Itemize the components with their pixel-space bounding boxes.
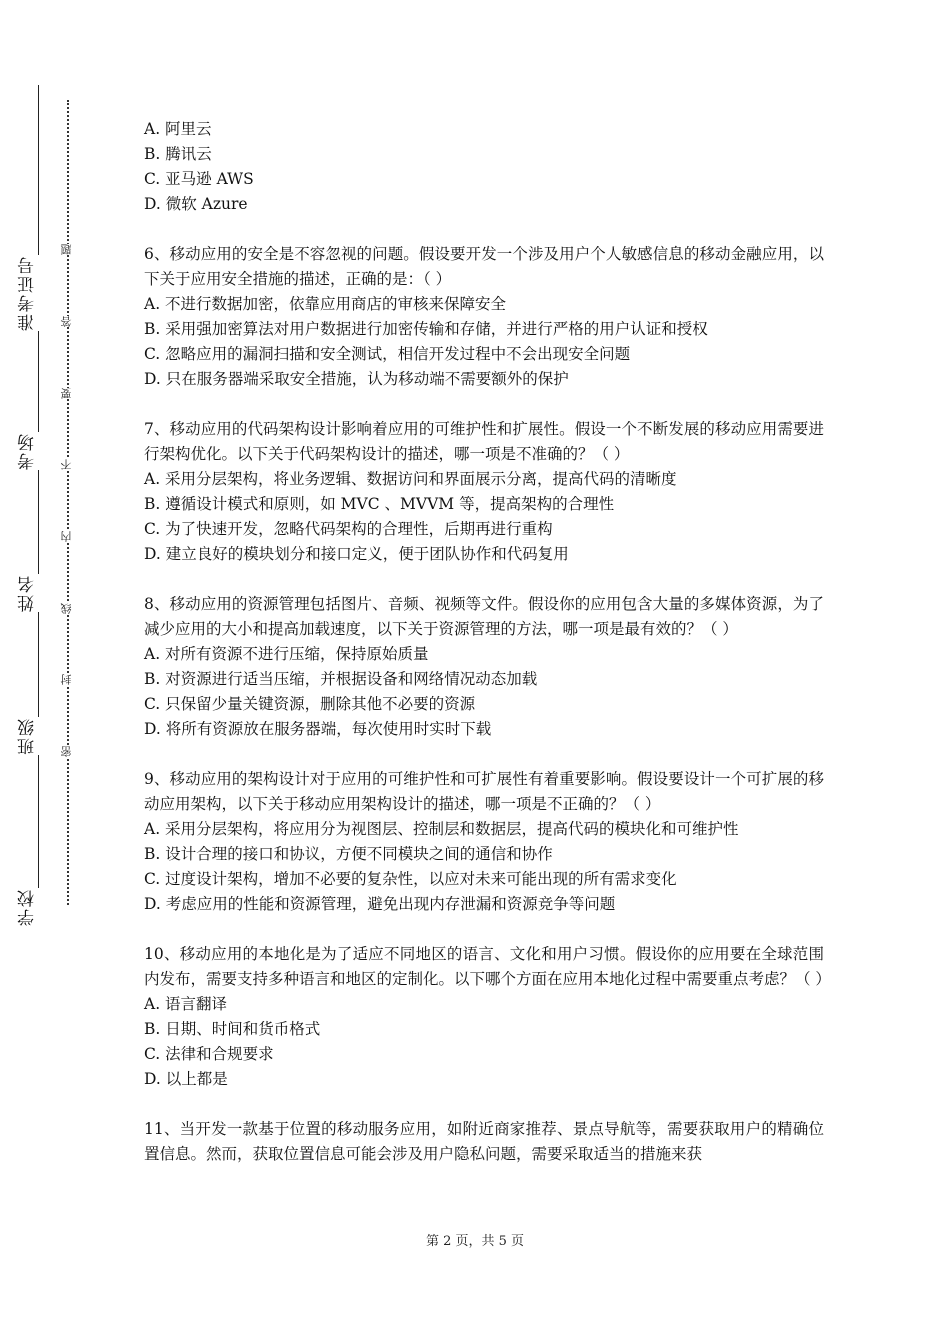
- question-7: [144, 417, 824, 567]
- exam-number-label: 准考证号: [14, 255, 42, 331]
- option-a: A. 对所有资源不进行压缩，保持原始质量: [144, 645, 429, 663]
- school-label: 学校: [14, 888, 42, 926]
- option-c: C. 忽略应用的漏洞扫描和安全测试，相信开发过程中不会出现安全问题: [144, 345, 631, 363]
- name-label: 姓名: [14, 574, 42, 612]
- question-8: [144, 592, 824, 742]
- option-a: A. 不进行数据加密，依靠应用商店的审核来保障安全: [144, 295, 507, 313]
- class-label: 班级: [14, 717, 42, 755]
- question-stem: 9、移动应用的架构设计对于应用的可维护性和可扩展性有着重要影响。假设要设计一个可扩展的移动应用架构，以下关于移动应用架构设计的描述，哪一项是不正确的？（ ）: [144, 770, 824, 813]
- seal-char: 题: [58, 244, 76, 255]
- page-footer: 第 2 页，共 5 页: [425, 1234, 525, 1249]
- seal-char: 内: [58, 531, 76, 542]
- question-5-options: [144, 117, 824, 217]
- option-b: B. 遵循设计模式和原则，如 MVC 、MVVM 等，提高架构的合理性: [144, 495, 615, 513]
- option-c: C. 亚马逊 AWS: [144, 170, 254, 188]
- option-b: B. 日期、时间和货币格式: [144, 1020, 321, 1038]
- seal-char: 答: [58, 316, 76, 327]
- question-11: [144, 1117, 824, 1167]
- binding-line: [38, 85, 39, 925]
- question-6: [144, 242, 824, 392]
- question-stem: 11、当开发一款基于位置的移动服务应用，如附近商家推荐、景点导航等，需要获取用户的精确位置信息。然而，获取位置信息可能会涉及用户隐私问题，需要采取适当的措施来获: [144, 1120, 824, 1163]
- seal-char: 密: [58, 746, 76, 757]
- seal-char: 线: [58, 603, 76, 614]
- question-9: [144, 767, 824, 917]
- option-a: A. 阿里云: [144, 120, 212, 138]
- seal-char: 不: [58, 459, 76, 470]
- option-b: B. 设计合理的接口和协议，方便不同模块之间的通信和协作: [144, 845, 553, 863]
- question-stem: 8、移动应用的资源管理包括图片、音频、视频等文件。假设你的应用包含大量的多媒体资源，为了减少应用的大小和提高加载速度，以下关于资源管理的方法，哪一项是最有效的？（ ）: [144, 595, 824, 638]
- option-d: D. 考虑应用的性能和资源管理，避免出现内存泄漏和资源竞争等问题: [144, 895, 616, 913]
- question-area: [144, 117, 831, 1167]
- question-10: [144, 942, 831, 1092]
- seal-line: [67, 100, 69, 905]
- option-b: B. 对资源进行适当压缩，并根据设备和网络情况动态加载: [144, 670, 538, 688]
- question-stem: 10、移动应用的本地化是为了适应不同地区的语言、文化和用户习惯。假设你的应用要在全球范围内发布，需要支持多种语言和地区的定制化。以下哪个方面在应用本地化过程中需要重点考虑？（ ）: [144, 945, 831, 988]
- option-b: B. 采用强加密算法对用户数据进行加密传输和存储，并进行严格的用户认证和授权: [144, 320, 708, 338]
- option-d: D. 以上都是: [144, 1070, 228, 1088]
- option-c: C. 为了快速开发，忽略代码架构的合理性，后期再进行重构: [144, 520, 553, 538]
- option-d: D. 建立良好的模块划分和接口定义，便于团队协作和代码复用: [144, 545, 569, 563]
- option-b: B. 腾讯云: [144, 145, 212, 163]
- option-d: D. 微软 Azure: [144, 195, 248, 213]
- question-stem: 7、移动应用的代码架构设计影响着应用的可维护性和扩展性。假设一个不断发展的移动应用需要进行架构优化。以下关于代码架构设计的描述，哪一项是不准确的？（ ）: [144, 420, 824, 463]
- question-stem: 6、移动应用的安全是不容忽视的问题。假设要开发一个涉及用户个人敏感信息的移动金融应用，以下关于应用安全措施的描述，正确的是：（ ）: [144, 245, 824, 288]
- option-a: A. 语言翻译: [144, 995, 228, 1013]
- exam-room-label: 考场: [14, 432, 42, 470]
- option-c: C. 过度设计架构，增加不必要的复杂性，以应对未来可能出现的所有需求变化: [144, 870, 677, 888]
- option-a: A. 采用分层架构，将业务逻辑、数据访问和界面展示分离，提高代码的清晰度: [144, 470, 677, 488]
- option-c: C. 法律和合规要求: [144, 1045, 274, 1063]
- option-d: D. 只在服务器端采取安全措施，认为移动端不需要额外的保护: [144, 370, 569, 388]
- option-a: A. 采用分层架构，将应用分为视图层、控制层和数据层，提高代码的模块化和可维护性: [144, 820, 739, 838]
- seal-char: 要: [58, 388, 76, 399]
- option-d: D. 将所有资源放在服务器端，每次使用时实时下载: [144, 720, 492, 738]
- seal-char: 封: [58, 674, 76, 685]
- option-c: C. 只保留少量关键资源，删除其他不必要的资源: [144, 695, 476, 713]
